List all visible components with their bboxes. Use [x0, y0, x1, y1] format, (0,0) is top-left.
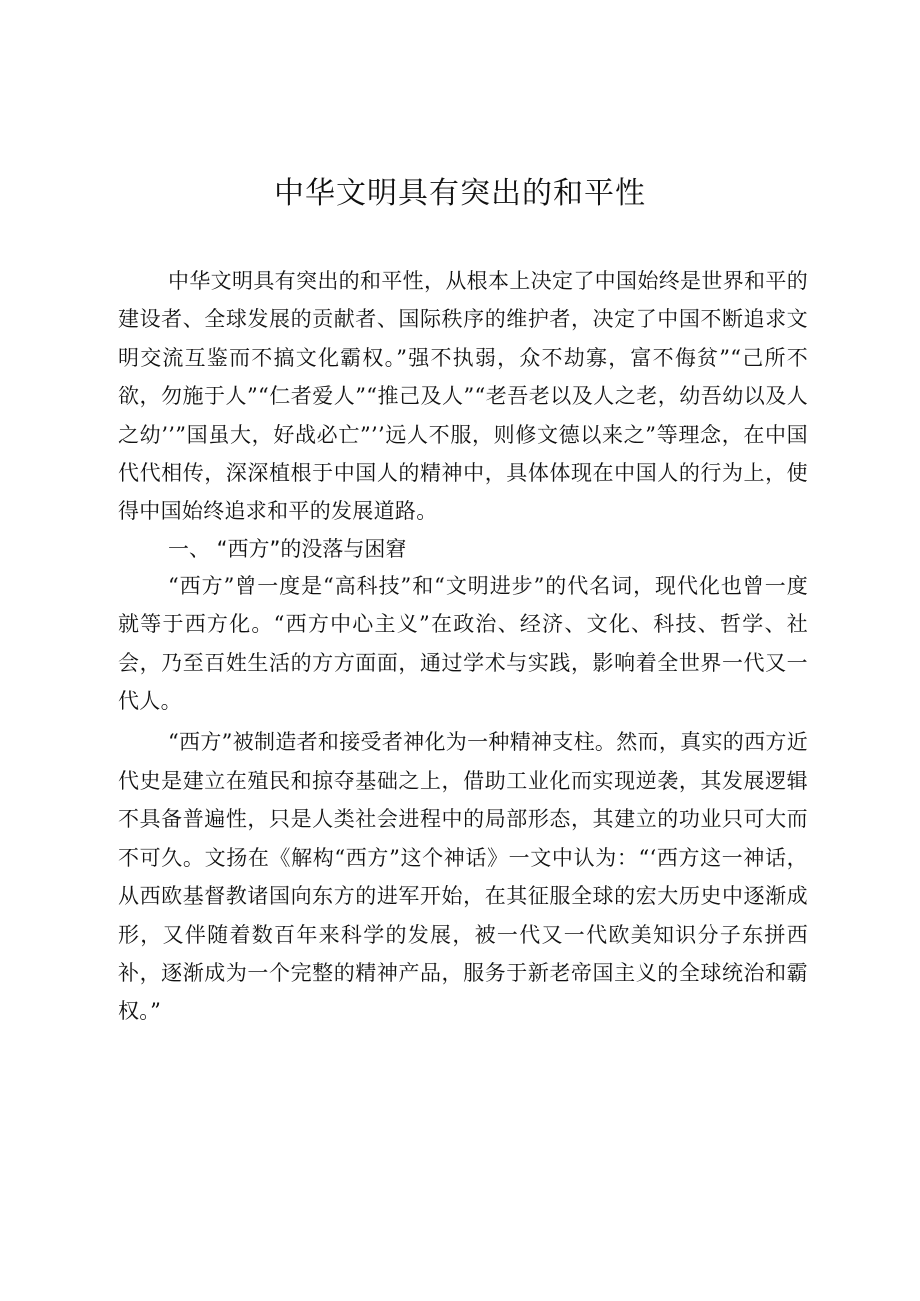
document-title: 中华文明具有突出的和平性: [274, 176, 646, 211]
section-paragraph: “西方”曾一度是“高科技”和“文明进步”的代名词，现代化也曾一度就等于西方化。“西方中心主义”在政治、经济、文化、科技、哲学、社会，乃至百姓生活的方方面面，通过学术与实践，影响着全世界一代又一代人。: [118, 573, 808, 714]
document-body: [118, 262, 808, 1039]
section-heading: 一、 “西方”的没落与困窘: [168, 536, 407, 561]
section-paragraph: “西方”被制造者和接受者神化为一种精神支柱。然而，真实的西方近代史是建立在殖民和掠夺基础之上，借助工业化而实现逆袭，其发展逻辑不具备普遍性，只是人类社会进程中的局部形态，其建立的功业只可大而不可久。文扬在《解构“西方”这个神话》一文中认为：“‘西方这一神话，从西欧基督教诸国向东方的进军开始，在其征服全球的宏大历史中逐渐成形，又伴随着数百年来科学的发展，被一代又一代欧美知识分子东拼西补，逐渐成为一个完整的精神产品，服务于新老帝国主义的全球统治和霸权。”: [118, 730, 808, 1024]
intro-paragraph: 中华文明具有突出的和平性，从根本上决定了中国始终是世界和平的建设者、全球发展的贡献者、国际秩序的维护者，决定了中国不断追求文明交流互鉴而不搞文化霸权。”强不执弱，众不劫寡，富不侮贫”“己所不欲，勿施于人”“仁者爱人”“推己及人”“老吾老以及人之老，幼吾幼以及人之幼’’”国虽大，好战必亡”’’远人不服，则修文德以来之”等理念，在中国代代相传，深深植根于中国人的精神中，具体体现在中国人的行为上，使得中国始终追求和平的发展道路。: [118, 269, 808, 524]
